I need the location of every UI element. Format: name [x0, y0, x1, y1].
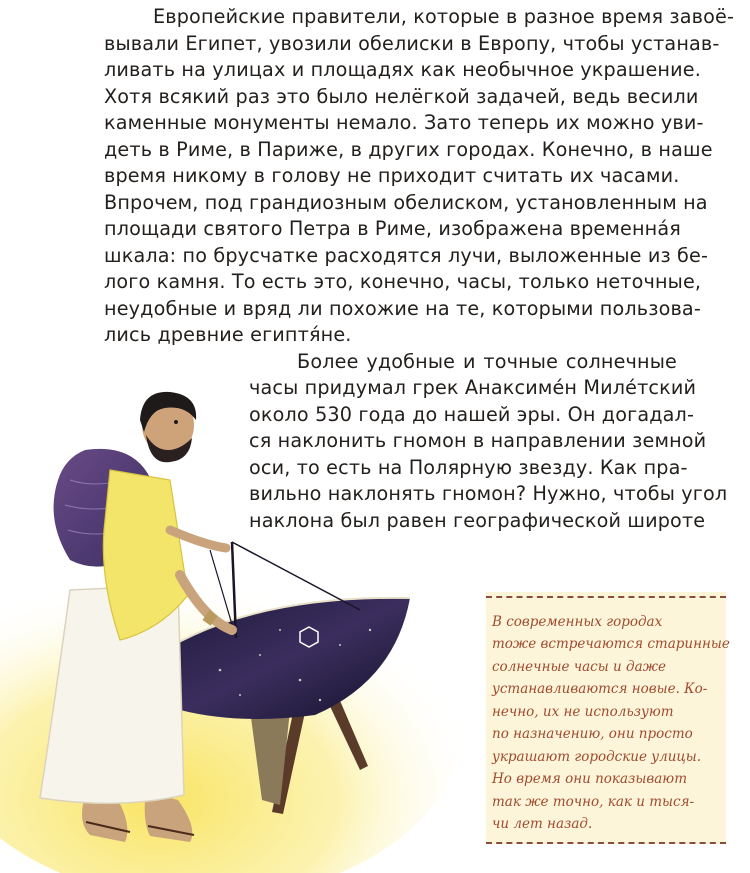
text-line: оси, то есть на Полярную звезду. Как пра-	[249, 456, 688, 479]
text-line: наклона был равен географической широте	[249, 509, 706, 532]
note-line: так же точно, как и тыся-	[492, 794, 695, 810]
text-line: время никому в голову не приходит считать их часами.	[104, 164, 680, 187]
text-line: часы придумал грек Анаксиме́н Миле́тский	[249, 376, 697, 399]
text-line: площади святого Петра в Риме, изображена временна́я	[104, 217, 681, 240]
note-line: чи лет назад.	[492, 816, 593, 832]
note-line: украшают городские улицы.	[492, 749, 702, 765]
note-line: Но время они показывают	[492, 771, 687, 787]
text-line: деть в Риме, в Париже, в других городах. Конечно, в наше	[104, 138, 713, 161]
note-line: тоже встречаются старинные	[492, 636, 730, 652]
note-line: по назначению, они просто	[492, 726, 693, 742]
text-line: Более удобные и точные солнечные	[297, 350, 677, 373]
text-line: вильно наклонять гномон? Нужно, чтобы угол	[249, 482, 728, 505]
text-line: лись древние египтя́не.	[104, 323, 352, 346]
text-line: около 530 года до нашей эры. Он догадал-	[249, 403, 695, 426]
text-line: ся наклонить гномон в направлении земной	[249, 429, 707, 452]
note-line: В современных городах	[492, 614, 663, 630]
note-line: солнечные часы и даже	[492, 659, 666, 675]
text-line: Хотя всякий раз это было нелёгкой задачей, ведь весили	[104, 85, 699, 108]
text-line: Европейские правители, которые в разное время завоё-	[153, 5, 735, 28]
text-line: неудобные и вряд ли похожие на те, которыми пользова-	[104, 297, 701, 320]
text-line: каменные монументы немало. Зато теперь их можно уви-	[104, 111, 704, 134]
note-top-rule	[486, 596, 726, 598]
text-line: вывали Египет, увозили обелиски в Европу, чтобы устанав-	[104, 32, 720, 55]
sidebar-note	[486, 592, 730, 844]
text-line: Впрочем, под грандиозным обелиском, установленным на	[104, 191, 708, 214]
note-line: устанавливаются новые. Ко-	[492, 681, 708, 697]
text-line: лого камня. То есть это, конечно, часы, только неточные,	[104, 270, 702, 293]
note-bottom-rule	[486, 842, 726, 844]
figure-head	[140, 392, 196, 462]
note-line: нечно, их не используют	[492, 704, 674, 720]
greek-astronomer-with-sundial-illustration	[0, 380, 470, 873]
text-line: шкала: по брусчатке расходятся лучи, выложенные из бе-	[104, 244, 709, 267]
text-line: ливать на улицах и площадях как необычное украшение.	[104, 58, 701, 81]
